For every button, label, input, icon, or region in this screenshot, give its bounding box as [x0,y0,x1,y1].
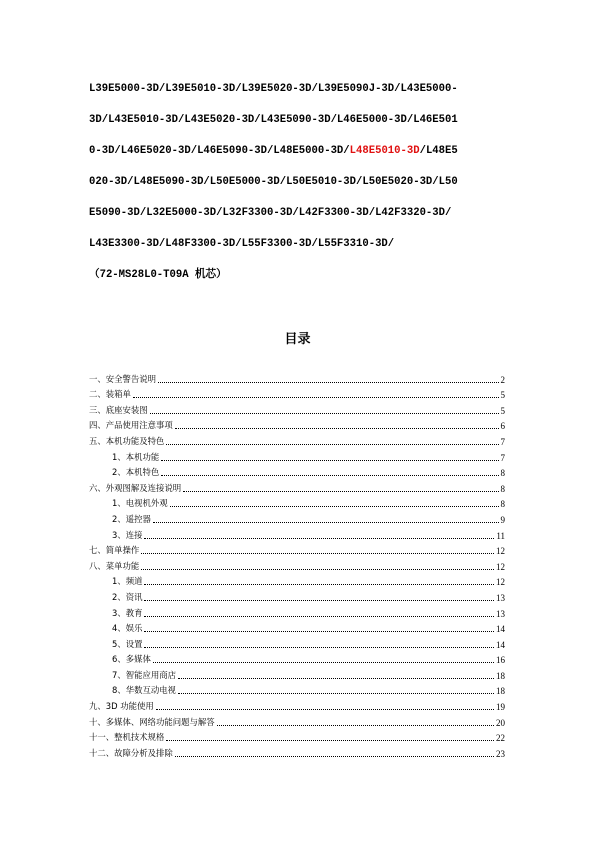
toc-entry[interactable] [89,400,505,416]
model-text: 3D/L43E5010-3D/L43E5020-3D/L43E5090-3D/L46E5000-3D/L46E501 [89,114,458,126]
toc-entry-label: 6、多媒体 [112,654,151,665]
toc-entry[interactable] [89,416,505,432]
toc-entry[interactable] [89,681,505,697]
toc-leader-dots [183,491,498,492]
toc-entry-label: 五、本机功能及特色 [89,435,165,446]
toc-entry-page: 8 [500,468,505,479]
toc-entry-page: 12 [496,577,505,588]
toc-entry-label: 七、简单操作 [89,545,140,556]
toc-entry[interactable] [89,572,505,588]
toc-entry-label: 4、娱乐 [112,623,143,634]
toc-entry-label: 2、遥控器 [112,513,151,524]
toc-entry-label: 1、频道 [112,576,143,587]
toc-entry-label: 十、多媒体、网络功能问题与解答 [89,716,215,727]
model-list [89,80,509,297]
model-text: （72-MS28L0-T09A 机芯） [89,269,227,281]
toc-entry[interactable] [89,728,505,744]
toc-leader-dots [150,413,499,414]
toc-leader-dots [158,382,499,383]
toc-entry[interactable] [89,431,505,447]
toc-entry[interactable] [89,385,505,401]
model-line [89,142,509,173]
toc-entry[interactable] [89,525,505,541]
toc-entry[interactable] [89,478,505,494]
toc-leader-dots [153,662,494,663]
toc-leader-dots [144,584,494,585]
toc-entry[interactable] [89,712,505,728]
model-line [89,111,509,142]
toc-entry-page: 8 [500,499,505,510]
toc-leader-dots [156,709,494,710]
toc-entry-page: 14 [496,639,505,650]
toc-leader-dots [144,538,494,539]
toc-entry-page: 22 [496,733,505,744]
model-text: 0-3D/L46E5020-3D/L46E5090-3D/L48E5000-3D/ [89,145,350,157]
toc-entry-label: 1、电视机外观 [112,498,168,509]
toc-leader-dots [166,444,498,445]
toc-leader-dots [178,678,494,679]
toc-entry-page: 12 [496,561,505,572]
toc-entry[interactable] [89,369,505,385]
toc-entry[interactable] [89,541,505,557]
toc-entry-page: 14 [496,624,505,635]
toc-entry-label: 六、外观图解及连接说明 [89,482,182,493]
toc-entry-label: 九、3D 功能使用 [89,701,154,712]
toc-entry-page: 13 [496,608,505,619]
toc-entry-page: 9 [500,514,505,525]
toc-entry-page: 23 [496,748,505,759]
toc-entry-page: 19 [496,702,505,713]
model-text: E5090-3D/L32E5000-3D/L32F3300-3D/L42F3300-3D/L42F3320-3D/ [89,207,452,219]
model-line [89,235,509,266]
model-text: L43E3300-3D/L48F3300-3D/L55F3300-3D/L55F3310-3D/ [89,238,395,250]
toc-entry-label: 十二、故障分析及排除 [89,747,173,758]
toc-entry[interactable] [89,509,505,525]
toc-entry-page: 7 [500,436,505,447]
toc-leader-dots [141,569,494,570]
toc-entry-label: 8、华数互动电视 [112,685,176,696]
toc-leader-dots [161,460,498,461]
toc-entry-page: 13 [496,592,505,603]
toc-leader-dots [161,475,498,476]
toc-entry[interactable] [89,463,505,479]
toc-entry-page: 5 [500,405,505,416]
toc-leader-dots [144,600,494,601]
toc-entry[interactable] [89,603,505,619]
toc-entry-label: 十一、整机技术规格 [89,732,165,743]
toc-leader-dots [144,647,494,648]
toc-entry-label: 2、资讯 [112,591,143,602]
toc-entry-page: 6 [500,421,505,432]
model-text: L39E5000-3D/L39E5010-3D/L39E5020-3D/L39E5090J-3D/L43E5000- [89,83,458,95]
toc-entry-label: 3、教育 [112,607,143,618]
toc-entry-page: 7 [500,452,505,463]
toc-entry-label: 四、产品使用注意事项 [89,420,173,431]
toc-leader-dots [144,631,494,632]
toc-entry-label: 八、菜单功能 [89,560,140,571]
toc-entry-label: 1、本机功能 [112,451,160,462]
model-line [89,80,509,111]
toc-entry[interactable] [89,665,505,681]
toc-entry-label: 二、装箱单 [89,389,131,400]
toc-entry[interactable] [89,743,505,759]
toc-entry-label: 5、设置 [112,638,143,649]
toc-leader-dots [144,616,494,617]
toc-leader-dots [141,553,494,554]
toc-entry-page: 11 [496,530,505,541]
model-line [89,204,509,235]
toc-leader-dots [175,428,499,429]
table-of-contents [89,369,505,759]
toc-entry-page: 18 [496,670,505,681]
toc-entry-page: 5 [500,390,505,401]
toc-entry-page: 16 [496,655,505,666]
toc-entry-label: 三、底座安装图 [89,404,148,415]
toc-title: 目录 [284,332,311,347]
toc-entry-label: 2、本机特色 [112,467,160,478]
toc-leader-dots [178,693,494,694]
toc-entry-label: 3、连接 [112,529,143,540]
toc-leader-dots [217,725,494,726]
model-line [89,173,509,204]
toc-entry[interactable] [89,447,505,463]
toc-entry-label: 7、智能应用商店 [112,669,176,680]
toc-entry-label: 一、安全警告说明 [89,373,156,384]
model-text: /L48E5 [419,145,458,157]
toc-entry-page: 18 [496,686,505,697]
toc-leader-dots [170,506,499,507]
toc-entry[interactable] [89,556,505,572]
model-line [89,266,509,297]
toc-leader-dots [133,397,499,398]
toc-entry[interactable] [89,650,505,666]
toc-entry[interactable] [89,634,505,650]
toc-entry[interactable] [89,619,505,635]
toc-leader-dots [166,740,494,741]
toc-entry[interactable] [89,587,505,603]
highlighted-model: L48E5010-3D [349,145,420,157]
toc-leader-dots [153,522,499,523]
toc-entry-page: 8 [500,483,505,494]
toc-entry-page: 12 [496,546,505,557]
toc-entry-page: 20 [496,717,505,728]
toc-entry[interactable] [89,494,505,510]
toc-entry[interactable] [89,696,505,712]
model-text: 020-3D/L48E5090-3D/L50E5000-3D/L50E5010-3D/L50E5020-3D/L50 [89,176,458,188]
toc-entry-page: 2 [500,374,505,385]
toc-leader-dots [175,756,494,757]
